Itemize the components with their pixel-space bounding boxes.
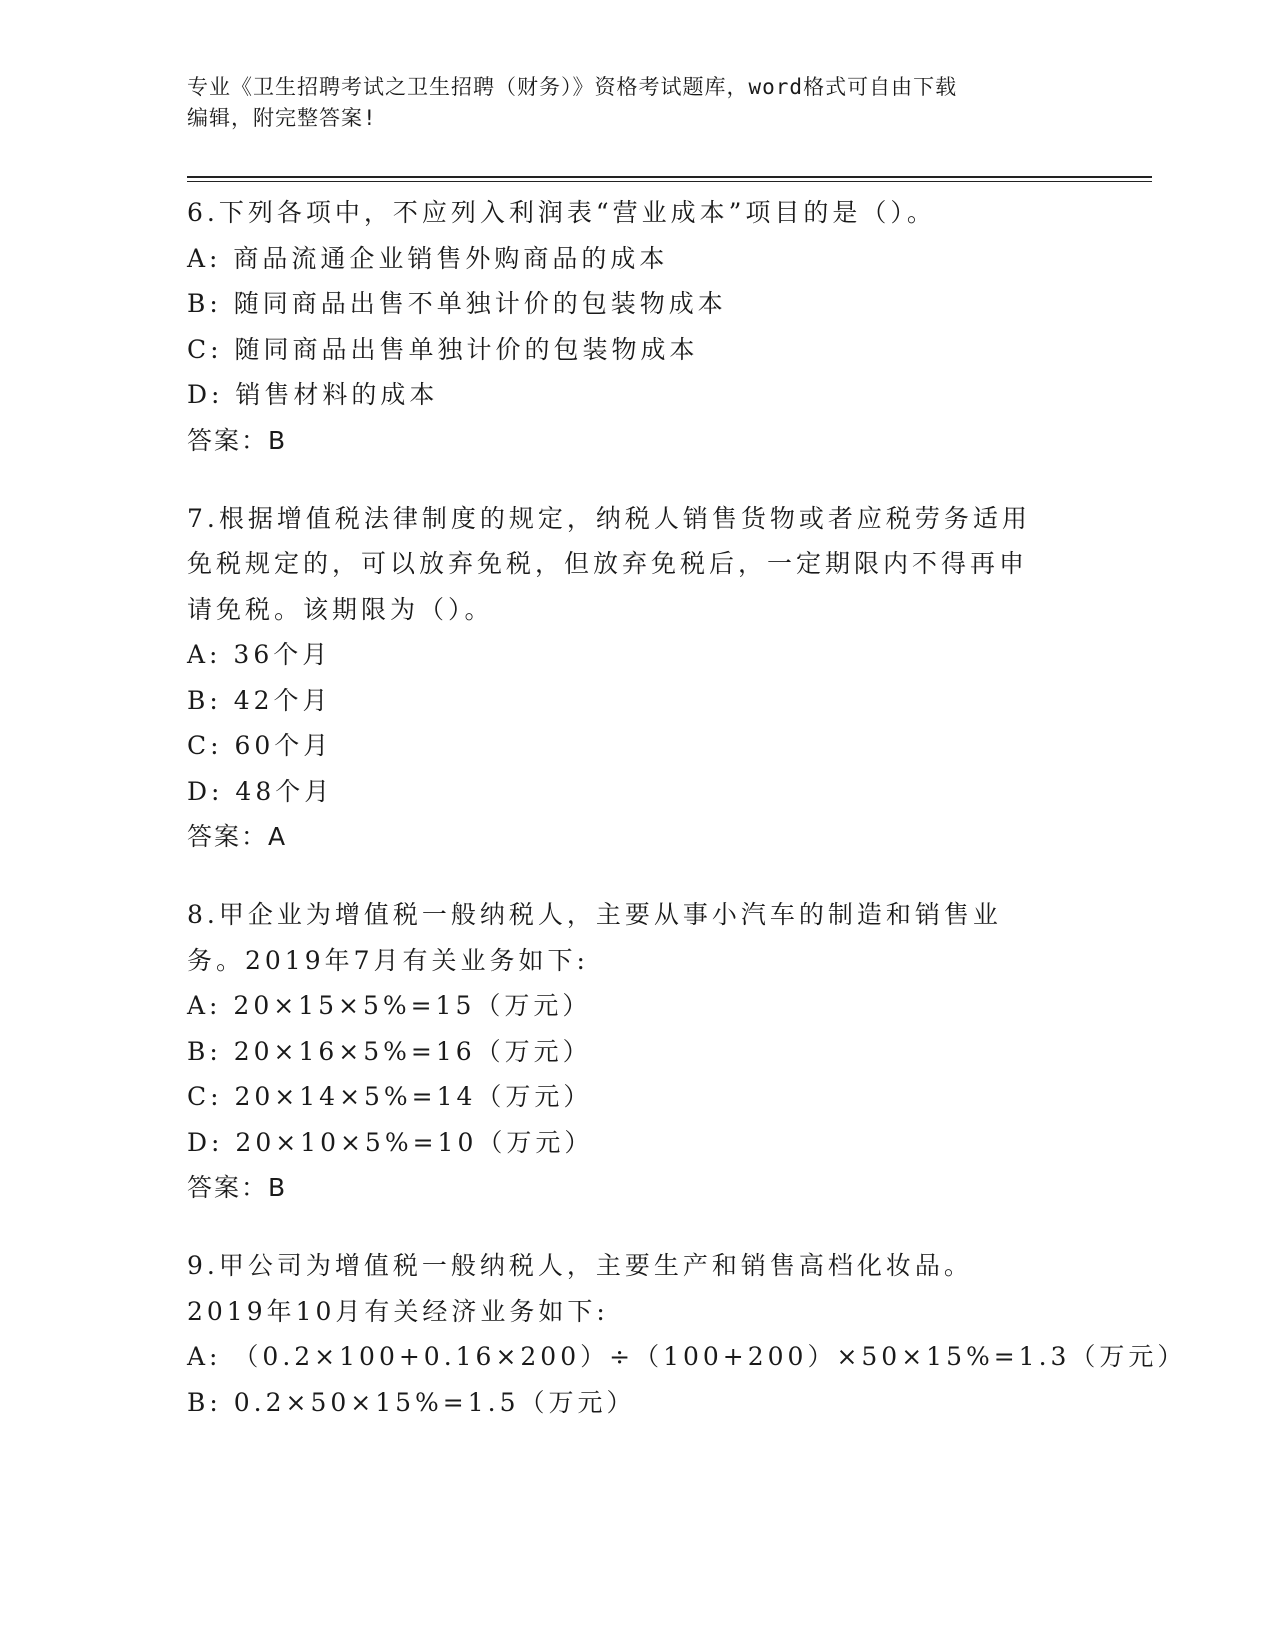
header-divider-thick <box>187 176 1152 178</box>
question-stem: 9.甲公司为增值税一般纳税人，主要生产和销售高档化妆品。2019年10月有关经济业务如下: <box>187 1251 973 1326</box>
question-stem: 8.甲企业为增值税一般纳税人，主要从事小汽车的制造和销售业务。2019年7月有关业务如下: <box>187 900 1002 975</box>
option-d: D: 20×10×5%=10（万元） <box>187 1127 594 1157</box>
option-a: A: （0.2×100+0.16×200）÷（100+200）×50×15%=1.3（万元） <box>187 1342 1187 1371</box>
option-d: D: 48个月 <box>187 776 334 806</box>
option-a: A: 商品流通企业销售外购商品的成本 <box>187 243 669 273</box>
option-b: B: 42个月 <box>187 685 332 715</box>
option-a: A: 36个月 <box>187 640 332 669</box>
header-line-2: 编辑，附完整答案! <box>187 106 377 130</box>
answer-label: 答案：A <box>187 822 288 851</box>
option-b: B: 随同商品出售不单独计价的包装物成本 <box>187 289 727 318</box>
question-9 <box>187 1243 1187 1425</box>
answer-label: 答案：B <box>187 425 288 455</box>
document-header <box>187 72 1087 134</box>
answer-label: 答案：B <box>187 1173 288 1202</box>
question-8 <box>187 892 1087 1211</box>
question-list <box>187 190 1187 1457</box>
header-line-1: 专业《卫生招聘考试之卫生招聘（财务）》资格考试题库，word格式可自由下载 <box>187 75 958 99</box>
option-c: C: 20×14×5%=14（万元） <box>187 1082 593 1111</box>
option-b: B: 20×16×5%=16（万元） <box>187 1036 592 1066</box>
option-c: C: 随同商品出售单独计价的包装物成本 <box>187 334 699 364</box>
question-6 <box>187 190 1087 464</box>
question-stem: 6.下列各项中，不应列入利润表“营业成本”项目的是（）。 <box>187 198 936 227</box>
question-7 <box>187 496 1087 861</box>
option-d: D: 销售材料的成本 <box>187 380 439 409</box>
option-b: B: 0.2×50×15%=1.5（万元） <box>187 1387 636 1417</box>
option-c: C: 60个月 <box>187 731 333 760</box>
question-stem: 7.根据增值税法律制度的规定，纳税人销售货物或者应税劳务适用免税规定的，可以放弃免税，但放弃免税后，一定期限内不得再申请免税。该期限为（）。 <box>187 503 1031 624</box>
header-divider-thin <box>187 181 1152 182</box>
option-a: A: 20×15×5%=15（万元） <box>187 991 592 1020</box>
